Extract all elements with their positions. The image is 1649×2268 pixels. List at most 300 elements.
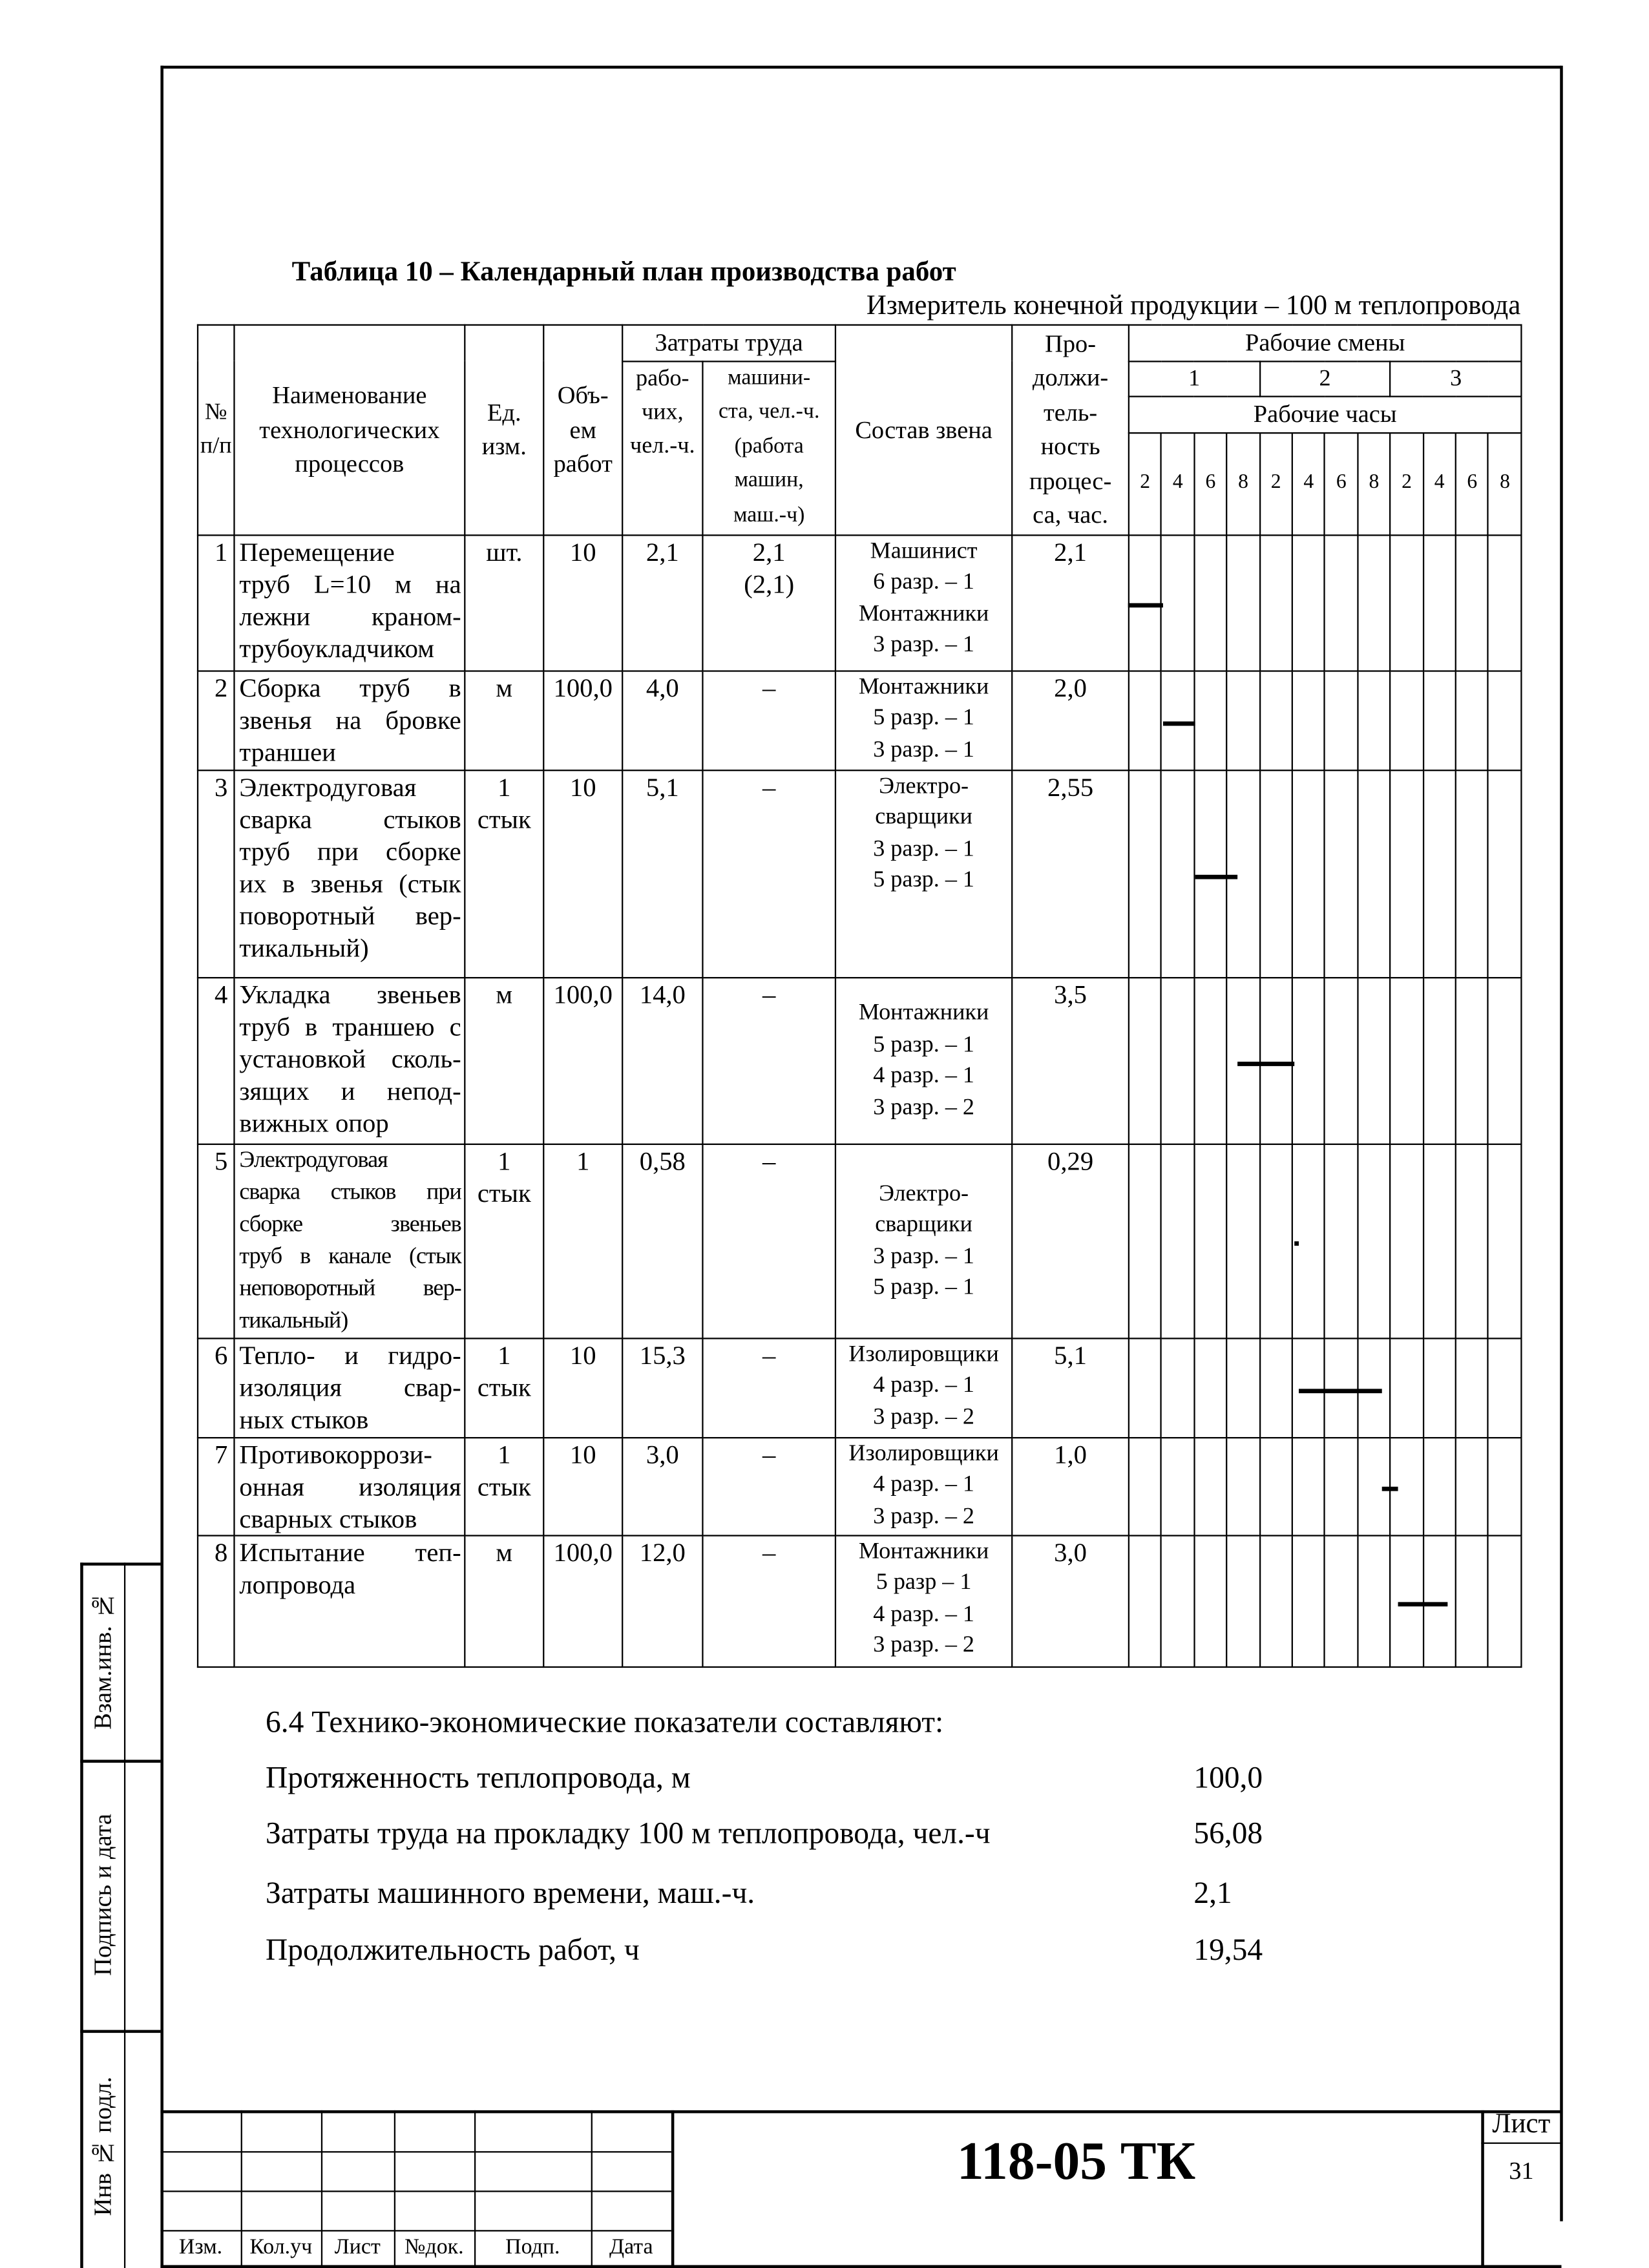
hour-cell — [1292, 1535, 1325, 1666]
crew-line: 4 разр. – 1 — [873, 1472, 974, 1497]
hour-cell — [1358, 1535, 1391, 1666]
process-name-line: ных стыков — [239, 1404, 369, 1434]
hour-cell — [1292, 1144, 1325, 1338]
crew-line: 3 разр. – 1 — [873, 1243, 974, 1268]
hour-cell — [1227, 534, 1260, 670]
hour-cell — [1358, 977, 1391, 1144]
gantt-bar — [1162, 720, 1195, 725]
header-hour: 6 — [1325, 432, 1358, 534]
sheet-label: Лист — [1492, 2108, 1551, 2140]
header-hour: 2 — [1391, 432, 1423, 534]
table-row — [198, 770, 1521, 977]
table-row — [198, 534, 1521, 670]
process-name-line: труб при сборке — [239, 835, 461, 866]
indicator-value: 56,08 — [1193, 1815, 1263, 1851]
labor-workers: 2,1 — [622, 534, 702, 670]
crew-line: 5 разр. – 1 — [873, 705, 974, 731]
hour-cell — [1325, 770, 1358, 977]
crew-composition — [835, 534, 1012, 670]
process-name — [234, 1437, 465, 1535]
header-workers: рабо- чих, чел.-ч. — [622, 361, 702, 534]
work-schedule-table — [197, 324, 1522, 1667]
hour-cell — [1227, 977, 1260, 1144]
crew-line: сварщики — [875, 1212, 972, 1237]
header-shift-2: 2 — [1259, 361, 1390, 395]
hour-cell — [1129, 1144, 1162, 1338]
unit: шт. — [465, 534, 543, 670]
hour-cell — [1423, 977, 1456, 1144]
side-stamp-label: Подпись и дата — [88, 1814, 116, 1976]
process-name-line: трубоукладчиком — [239, 633, 434, 662]
hour-cell — [1325, 1535, 1358, 1666]
hour-cell — [1489, 670, 1522, 770]
table-body — [198, 534, 1521, 1666]
row-number: 8 — [198, 1535, 234, 1666]
hour-cell — [1391, 670, 1423, 770]
hour-cell — [1129, 977, 1162, 1144]
title-block-grid-line — [1481, 2143, 1561, 2145]
hour-cell — [1325, 1338, 1358, 1437]
labor-machinist: – — [702, 1144, 835, 1338]
row-number: 6 — [198, 1338, 234, 1437]
crew-composition — [835, 670, 1012, 770]
volume: 10 — [543, 1437, 622, 1535]
hour-cell — [1292, 1338, 1325, 1437]
process-name — [234, 770, 465, 977]
unit: 1 стык — [465, 1144, 543, 1338]
hour-cell — [1292, 977, 1325, 1144]
crew-line: 5 разр. – 1 — [873, 1031, 974, 1057]
hour-cell — [1194, 534, 1227, 670]
hour-cell — [1358, 770, 1391, 977]
hour-cell — [1259, 1535, 1292, 1666]
header-hour: 4 — [1423, 432, 1456, 534]
crew-line: сварщики — [875, 804, 972, 830]
crew-line: 3 разр. – 1 — [873, 632, 974, 658]
process-name — [234, 670, 465, 770]
process-name — [234, 1144, 465, 1338]
hour-cell — [1456, 1535, 1489, 1666]
side-stamp-signature-date — [81, 1759, 123, 2030]
row-number: 5 — [198, 1144, 234, 1338]
process-name-line: Сборка труб в — [239, 672, 461, 702]
hour-cell — [1489, 1338, 1522, 1437]
header-hour: 8 — [1489, 432, 1522, 534]
crew-line: Изолировщики — [848, 1341, 999, 1367]
process-duration: 2,1 — [1012, 534, 1129, 670]
header-hour: 2 — [1129, 432, 1162, 534]
process-name-line: сборке звеньев — [239, 1211, 461, 1237]
crew-line: 5 разр. – 1 — [873, 1275, 974, 1300]
hour-cell — [1456, 534, 1489, 670]
process-duration: 1,0 — [1012, 1437, 1129, 1535]
hour-cell — [1194, 1437, 1227, 1535]
hour-cell — [1489, 770, 1522, 977]
process-name-line: траншеи — [239, 737, 336, 766]
gantt-bar — [1299, 1388, 1382, 1392]
row-number: 7 — [198, 1437, 234, 1535]
process-duration: 3,0 — [1012, 1535, 1129, 1666]
crew-line: Монтажники — [858, 674, 989, 699]
title-block-label: Изм. — [178, 2236, 223, 2260]
frame-right-line — [1560, 66, 1562, 2221]
hour-cell — [1259, 977, 1292, 1144]
hour-cell — [1423, 1338, 1456, 1437]
crew-line: Монтажники — [858, 1000, 989, 1025]
crew-line: 4 разр. – 1 — [873, 1372, 974, 1398]
labor-workers: 12,0 — [622, 1535, 702, 1666]
crew-line: Электро- — [879, 773, 969, 799]
header-hour: 2 — [1259, 432, 1292, 534]
header-volume: Объ- ем работ — [543, 325, 622, 534]
hour-cell — [1456, 1338, 1489, 1437]
header-machinist: машини- ста, чел.-ч. (работа машин, маш.-ч) — [702, 361, 835, 534]
crew-composition — [835, 1144, 1012, 1338]
crew-line: 4 разр. – 1 — [873, 1601, 974, 1626]
hour-cell — [1456, 770, 1489, 977]
labor-machinist: – — [702, 670, 835, 770]
header-work-shifts: Рабочие смены — [1129, 325, 1522, 361]
table-row — [198, 1144, 1521, 1338]
hour-cell — [1259, 534, 1292, 670]
hour-cell — [1227, 1437, 1260, 1535]
hour-cell — [1325, 1144, 1358, 1338]
header-duration: Про- должи- тель- ность процес- са, час. — [1012, 325, 1129, 534]
crew-line: 3 разр. – 2 — [873, 1632, 974, 1658]
frame-bottom-line — [160, 2265, 1561, 2267]
hour-cell — [1162, 977, 1195, 1144]
crew-composition — [835, 977, 1012, 1144]
indicator-label: Затраты труда на прокладку 100 м теплопровода, чел.-ч — [266, 1815, 991, 1851]
crew-line: 6 разр. – 1 — [873, 569, 974, 594]
gantt-bar — [1237, 1061, 1294, 1066]
process-name — [234, 534, 465, 670]
gantt-bar — [1195, 874, 1237, 879]
header-process-name: Наименование технологических процессов — [234, 325, 465, 534]
row-number: 4 — [198, 977, 234, 1144]
process-name-line: труб L=10 м на — [239, 569, 461, 598]
side-stamp-replacement-inv — [81, 1562, 123, 1759]
process-name-line: Электродуговая — [239, 772, 417, 801]
hour-cell — [1456, 1144, 1489, 1338]
hour-cell — [1489, 1144, 1522, 1338]
hour-cell — [1194, 1338, 1227, 1437]
hour-cell — [1489, 534, 1522, 670]
process-name-line: Противокоррози- — [239, 1439, 432, 1469]
hour-cell — [1489, 977, 1522, 1144]
crew-line: Монтажники — [858, 601, 989, 626]
crew-composition — [835, 1338, 1012, 1437]
volume: 100,0 — [543, 977, 622, 1144]
volume: 100,0 — [543, 670, 622, 770]
header-num: № п/п — [198, 325, 234, 534]
process-name-line: установкой сколь- — [239, 1043, 461, 1073]
hour-cell — [1129, 1535, 1162, 1666]
hour-cell — [1358, 1144, 1391, 1338]
hour-cell — [1423, 1535, 1456, 1666]
process-duration: 2,0 — [1012, 670, 1129, 770]
hour-cell — [1227, 1338, 1260, 1437]
unit: м — [465, 1535, 543, 1666]
title-block-label: №док. — [404, 2236, 464, 2260]
process-name-line: труб в траншею с — [239, 1011, 461, 1041]
sheet-number: 31 — [1509, 2157, 1534, 2185]
unit: 1 стык — [465, 770, 543, 977]
hour-cell — [1259, 1437, 1292, 1535]
crew-line: 5 разр. – 1 — [873, 867, 974, 892]
hour-cell — [1423, 534, 1456, 670]
title-block-label: Лист — [334, 2236, 381, 2260]
hour-cell — [1325, 977, 1358, 1144]
volume: 10 — [543, 1338, 622, 1437]
process-name-line: лежни краном- — [239, 601, 461, 631]
indicator-value: 2,1 — [1193, 1875, 1232, 1911]
crew-line: 3 разр. – 1 — [873, 835, 974, 861]
hour-cell — [1129, 770, 1162, 977]
hour-cell — [1358, 534, 1391, 670]
process-name-line: труб в канале (стык — [239, 1243, 461, 1268]
header-hour: 4 — [1162, 432, 1195, 534]
volume: 100,0 — [543, 1535, 622, 1666]
volume: 10 — [543, 534, 622, 670]
process-name-line: изоляция свар- — [239, 1372, 461, 1402]
hour-cell — [1358, 670, 1391, 770]
hour-cell — [1292, 534, 1325, 670]
hour-cell — [1162, 1338, 1195, 1437]
hour-cell — [1489, 1437, 1522, 1535]
gantt-bar — [1128, 603, 1162, 607]
hour-cell — [1423, 1437, 1456, 1535]
process-name-line: онная изоляция — [239, 1471, 461, 1501]
labor-machinist: – — [702, 1437, 835, 1535]
indicator-label: Затраты машинного времени, маш.-ч. — [266, 1875, 755, 1911]
labor-workers: 0,58 — [622, 1144, 702, 1338]
labor-workers: 3,0 — [622, 1437, 702, 1535]
labor-machinist: – — [702, 770, 835, 977]
hour-cell — [1227, 770, 1260, 977]
hour-cell — [1391, 977, 1423, 1144]
hour-cell — [1391, 1338, 1423, 1437]
side-stamp-label: Взам.инв. № — [88, 1592, 116, 1730]
table-title: Таблица 10 – Календарный план производства работ — [291, 257, 956, 288]
hour-cell — [1423, 1144, 1456, 1338]
crew-line: 5 разр – 1 — [876, 1570, 972, 1595]
side-stamp-inner-line — [124, 1562, 126, 2268]
crew-line: 3 разр. – 2 — [873, 1404, 974, 1429]
crew-line: Машинист — [870, 538, 978, 563]
gantt-bar — [1382, 1487, 1398, 1491]
hour-cell — [1391, 1437, 1423, 1535]
process-name-line: их в звенья (стык — [239, 868, 461, 898]
volume: 1 — [543, 1144, 622, 1338]
crew-line: 3 разр. – 1 — [873, 737, 974, 762]
hour-cell — [1162, 670, 1195, 770]
process-name-line: поворотный вер- — [239, 900, 461, 930]
hour-cell — [1162, 770, 1195, 977]
hour-cell — [1423, 770, 1456, 977]
hour-cell — [1391, 534, 1423, 670]
process-duration: 0,29 — [1012, 1144, 1129, 1338]
hour-cell — [1194, 670, 1227, 770]
hour-cell — [1194, 1144, 1227, 1338]
hour-cell — [1259, 1338, 1292, 1437]
row-number: 1 — [198, 534, 234, 670]
hour-cell — [1292, 770, 1325, 977]
hour-cell — [1162, 1144, 1195, 1338]
indicator-label: Продолжительность работ, ч — [266, 1932, 640, 1968]
hour-cell — [1358, 1437, 1391, 1535]
hour-cell — [1162, 1535, 1195, 1666]
process-name-line: зящих и непод- — [239, 1075, 461, 1105]
header-hour: 8 — [1227, 432, 1260, 534]
hour-cell — [1423, 670, 1456, 770]
process-name — [234, 977, 465, 1144]
header-hour: 4 — [1292, 432, 1325, 534]
process-name-line: Испытание теп- — [239, 1537, 461, 1566]
process-name-line: Перемещение — [239, 536, 395, 566]
title-block-top-line — [160, 2110, 1561, 2112]
labor-machinist: – — [702, 1338, 835, 1437]
hour-cell — [1129, 1338, 1162, 1437]
process-name — [234, 1338, 465, 1437]
hour-cell — [1259, 670, 1292, 770]
crew-line: Изолировщики — [848, 1440, 999, 1466]
header-hour: 6 — [1456, 432, 1489, 534]
hour-cell — [1358, 1338, 1391, 1437]
process-name-line: сварка стыков — [239, 804, 461, 834]
title-block-label: Дата — [609, 2236, 653, 2260]
table-measure-unit: Измеритель конечной продукции – 100 м теплопровода — [866, 290, 1521, 322]
process-duration: 2,55 — [1012, 770, 1129, 977]
header-shift-1: 1 — [1129, 361, 1259, 395]
process-name-line: звенья на бровке — [239, 704, 461, 734]
process-duration: 3,5 — [1012, 977, 1129, 1144]
side-stamp-original-inv — [81, 2030, 123, 2264]
crew-line: 3 разр. – 2 — [873, 1094, 974, 1120]
hour-cell — [1391, 1535, 1423, 1666]
hour-cell — [1325, 534, 1358, 670]
hour-cell — [1227, 1144, 1260, 1338]
hour-cell — [1227, 670, 1260, 770]
process-name-line: Электродуговая — [239, 1147, 388, 1172]
title-block-grid-line — [160, 2190, 671, 2192]
crew-composition — [835, 1535, 1012, 1666]
labor-workers: 4,0 — [622, 670, 702, 770]
frame-left-line — [160, 66, 162, 2268]
hour-cell — [1456, 670, 1489, 770]
unit: м — [465, 977, 543, 1144]
process-name — [234, 1535, 465, 1666]
labor-machinist: – — [702, 977, 835, 1144]
table-row — [198, 1437, 1521, 1535]
hour-cell — [1162, 1437, 1195, 1535]
volume: 10 — [543, 770, 622, 977]
hour-cell — [1194, 977, 1227, 1144]
header-crew: Состав звена — [835, 325, 1012, 534]
gantt-bar — [1294, 1241, 1299, 1246]
process-name-line: тикальный) — [239, 932, 369, 962]
hour-cell — [1391, 1144, 1423, 1338]
labor-machinist: – — [702, 1535, 835, 1666]
table-row — [198, 1535, 1521, 1666]
process-name-line: Укладка звеньев — [239, 979, 461, 1009]
header-work-hours: Рабочие часы — [1129, 395, 1522, 432]
indicator-value: 100,0 — [1193, 1759, 1263, 1795]
row-number: 3 — [198, 770, 234, 977]
hour-cell — [1129, 670, 1162, 770]
process-name-line: сварных стыков — [239, 1503, 417, 1533]
header-shift-3: 3 — [1391, 361, 1522, 395]
hour-cell — [1292, 1437, 1325, 1535]
header-hour: 8 — [1358, 432, 1391, 534]
unit: 1 стык — [465, 1437, 543, 1535]
hour-cell — [1391, 770, 1423, 977]
labor-workers: 5,1 — [622, 770, 702, 977]
row-number: 2 — [198, 670, 234, 770]
title-block-label: Кол.уч — [249, 2236, 313, 2260]
hour-cell — [1489, 1535, 1522, 1666]
indicator-label: Протяженность теплопровода, м — [266, 1759, 691, 1795]
process-name-line: сварка стыков при — [239, 1179, 461, 1204]
hour-cell — [1325, 1437, 1358, 1535]
table-row — [198, 1338, 1521, 1437]
header-hour: 6 — [1194, 432, 1227, 534]
gantt-bar — [1398, 1601, 1447, 1606]
hour-cell — [1162, 534, 1195, 670]
hour-cell — [1129, 1437, 1162, 1535]
hour-cell — [1227, 1535, 1260, 1666]
labor-workers: 14,0 — [622, 977, 702, 1144]
table-row — [198, 670, 1521, 770]
header-labor-costs: Затраты труда — [622, 325, 835, 361]
hour-cell — [1325, 670, 1358, 770]
crew-line: Электро- — [879, 1181, 969, 1206]
process-duration: 5,1 — [1012, 1338, 1129, 1437]
process-name-line: лопровода — [239, 1569, 356, 1599]
unit: 1 стык — [465, 1338, 543, 1437]
crew-composition — [835, 770, 1012, 977]
side-stamp-label: Инв № подл. — [88, 2077, 116, 2217]
title-block-grid-line — [160, 2151, 671, 2153]
hour-cell — [1194, 1535, 1227, 1666]
crew-composition — [835, 1437, 1012, 1535]
crew-line: 4 разр. – 1 — [873, 1063, 974, 1088]
process-name-line: Тепло- и гидро- — [239, 1339, 461, 1369]
labor-workers: 15,3 — [622, 1338, 702, 1437]
document-code: 118-05 ТК — [956, 2132, 1196, 2192]
unit: м — [465, 670, 543, 770]
crew-line: Монтажники — [858, 1538, 989, 1564]
hour-cell — [1456, 977, 1489, 1144]
crew-line: 3 разр. – 2 — [873, 1503, 974, 1529]
indicator-value: 19,54 — [1193, 1932, 1263, 1968]
hour-cell — [1456, 1437, 1489, 1535]
process-name-line: тикальный) — [239, 1307, 348, 1333]
hour-cell — [1194, 770, 1227, 977]
title-block-grid-line — [160, 2230, 671, 2232]
indicators-heading: 6.4 Технико-экономические показатели составляют: — [266, 1704, 944, 1739]
table-row — [198, 977, 1521, 1144]
hour-cell — [1259, 770, 1292, 977]
hour-cell — [1292, 670, 1325, 770]
frame-top-line — [160, 66, 1561, 68]
title-block-label: Подп. — [505, 2236, 560, 2260]
hour-cell — [1129, 534, 1162, 670]
process-name-line: вижных опор — [239, 1108, 389, 1137]
hour-cell — [1259, 1144, 1292, 1338]
labor-machinist: 2,1 (2,1) — [702, 534, 835, 670]
header-unit: Ед. изм. — [465, 325, 543, 534]
